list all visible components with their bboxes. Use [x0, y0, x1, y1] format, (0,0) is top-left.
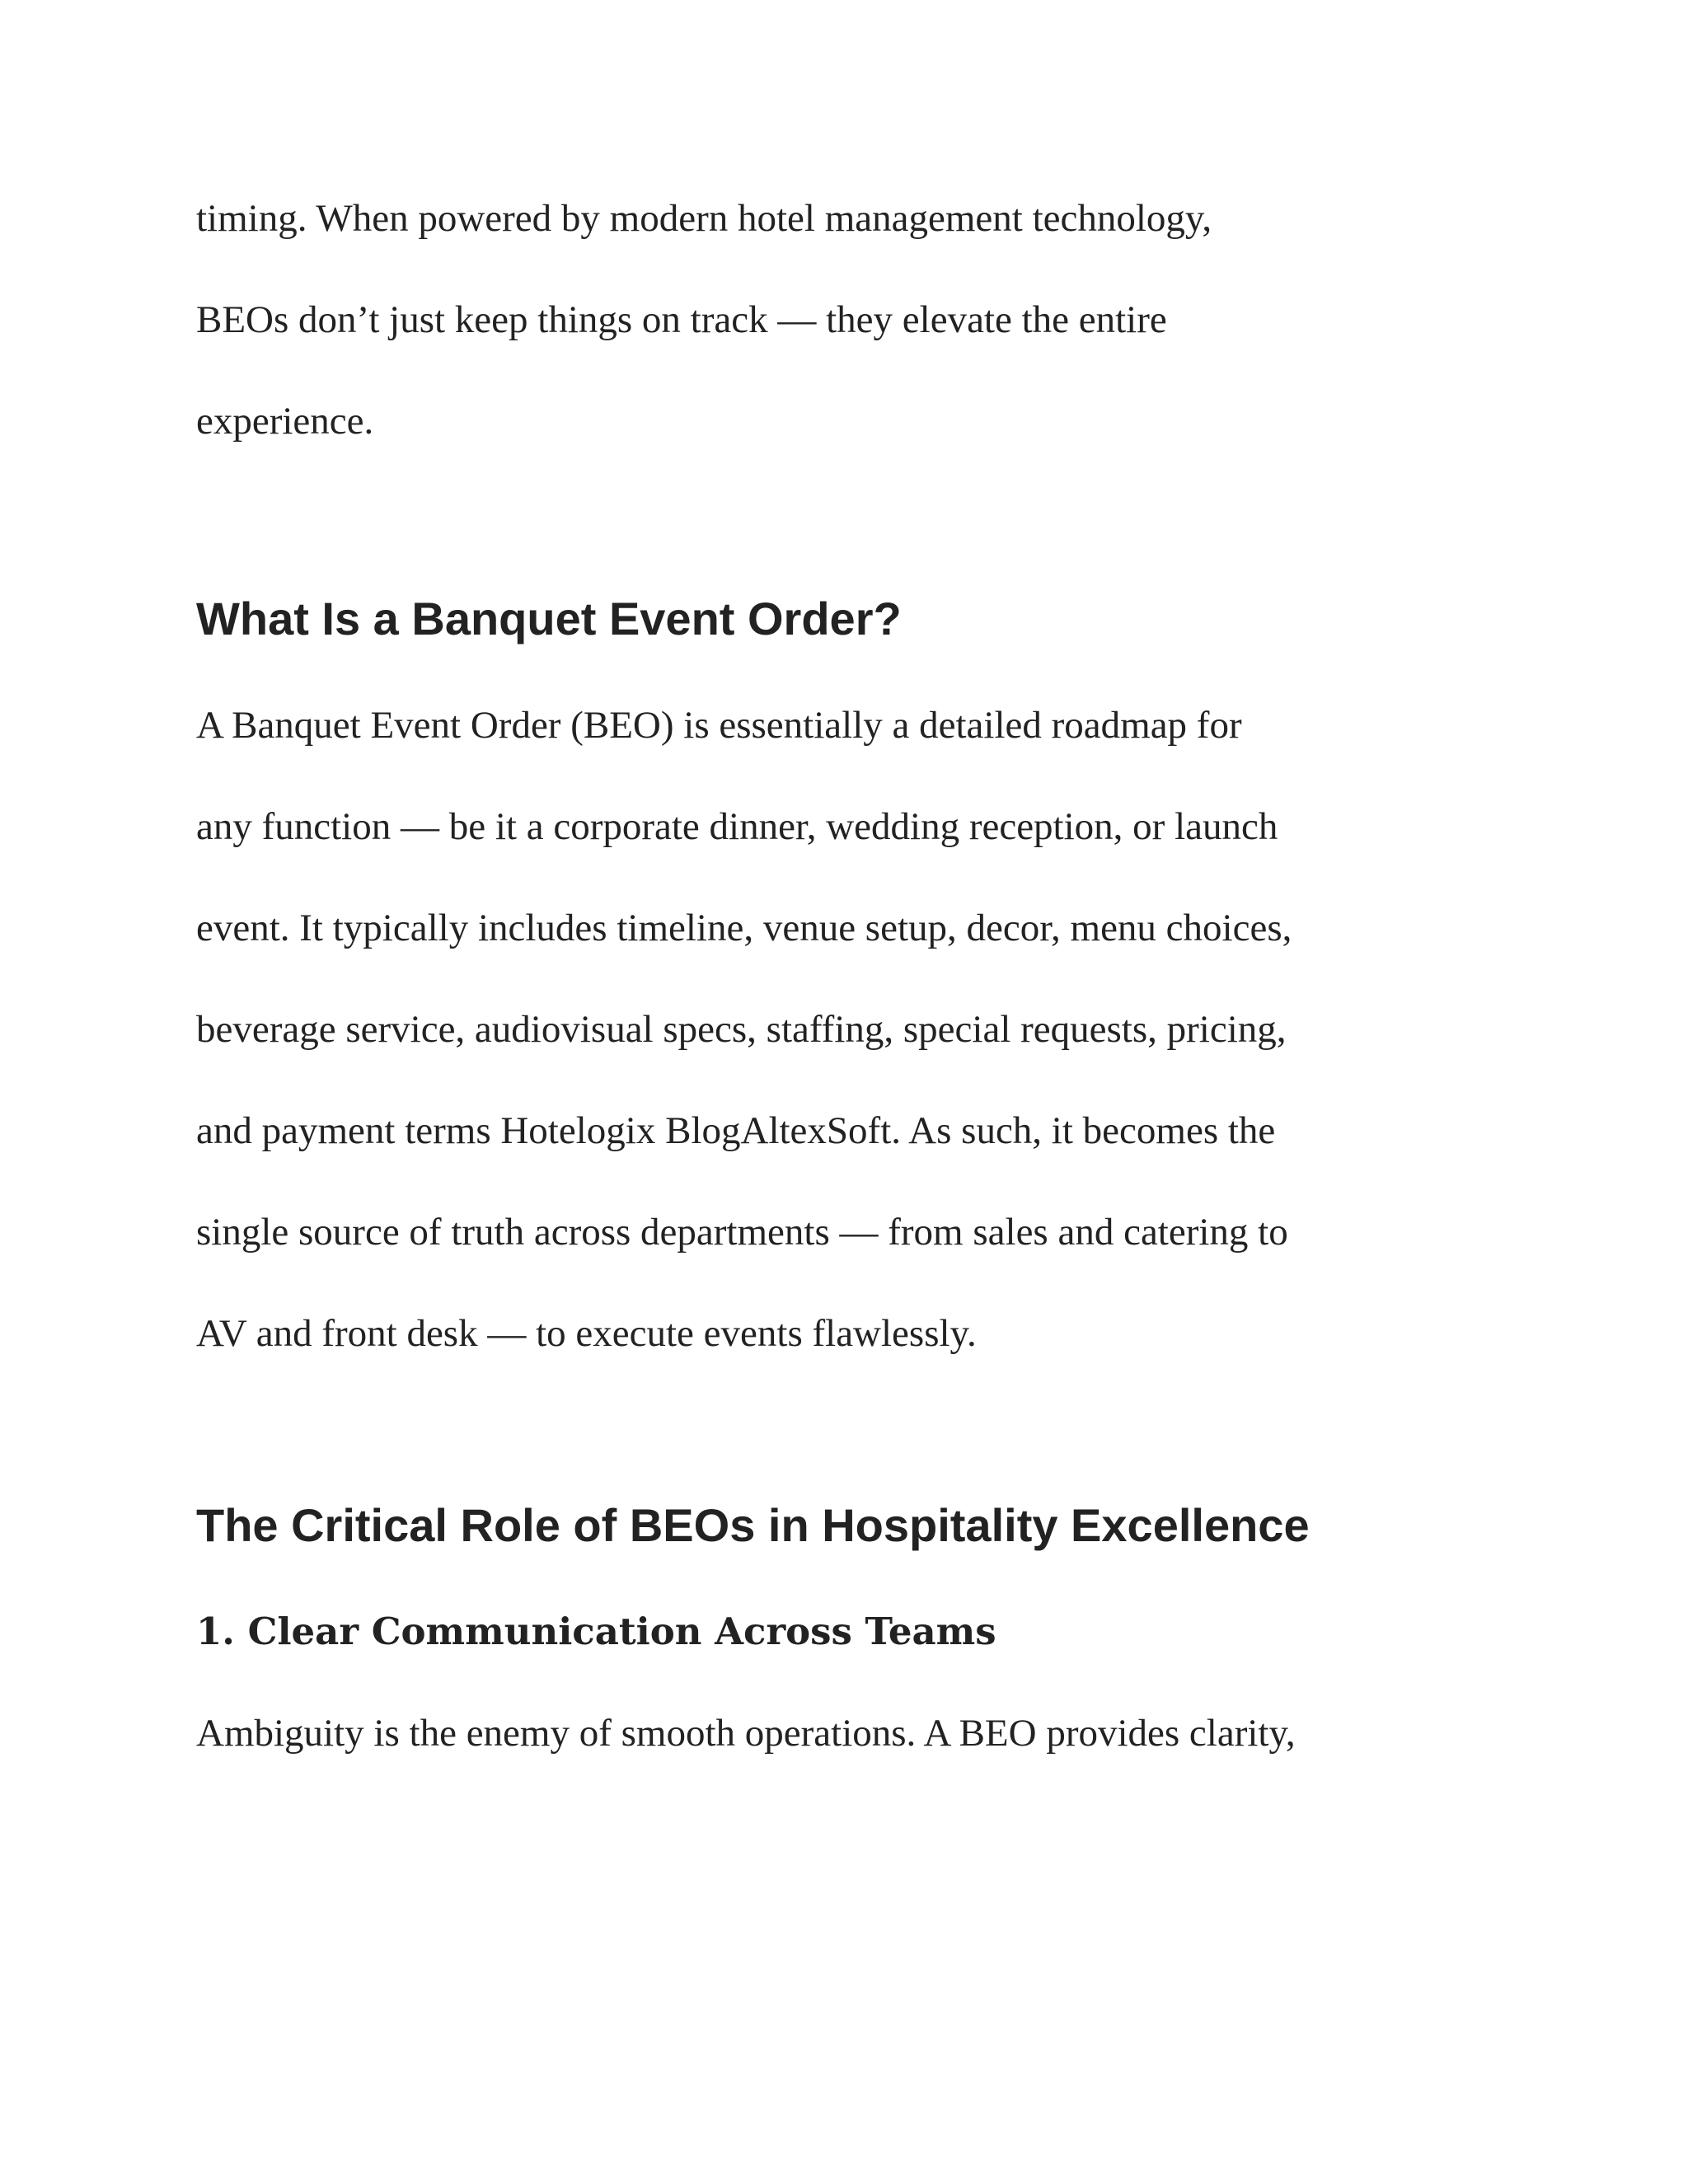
paragraph-line: timing. When powered by modern hotel management technology,: [196, 197, 1212, 240]
paragraph-line: single source of truth across departments — from sales and catering to: [196, 1211, 1288, 1254]
paragraph-line: AV and front desk — to execute events flawlessly.: [196, 1312, 977, 1355]
paragraph-line: Ambiguity is the enemy of smooth operations. A BEO provides clarity,: [196, 1712, 1296, 1755]
subsection-heading: 1. Clear Communication Across Teams: [196, 1610, 996, 1653]
paragraph-line: experience.: [196, 400, 374, 443]
paragraph-line: beverage service, audiovisual specs, staffing, special requests, pricing,: [196, 1008, 1287, 1051]
paragraph-line: and payment terms Hotelogix BlogAltexSoft. As such, it becomes the: [196, 1109, 1276, 1152]
paragraph-line: any function — be it a corporate dinner, wedding reception, or launch: [196, 805, 1278, 848]
paragraph-line: BEOs don’t just keep things on track — they elevate the entire: [196, 298, 1167, 341]
paragraph-line: event. It typically includes timeline, venue setup, decor, menu choices,: [196, 907, 1292, 949]
paragraph-line: A Banquet Event Order (BEO) is essentially a detailed roadmap for: [196, 704, 1242, 747]
section-heading: The Critical Role of BEOs in Hospitality Excellence: [196, 1499, 1310, 1551]
section-heading: What Is a Banquet Event Order?: [196, 593, 902, 644]
